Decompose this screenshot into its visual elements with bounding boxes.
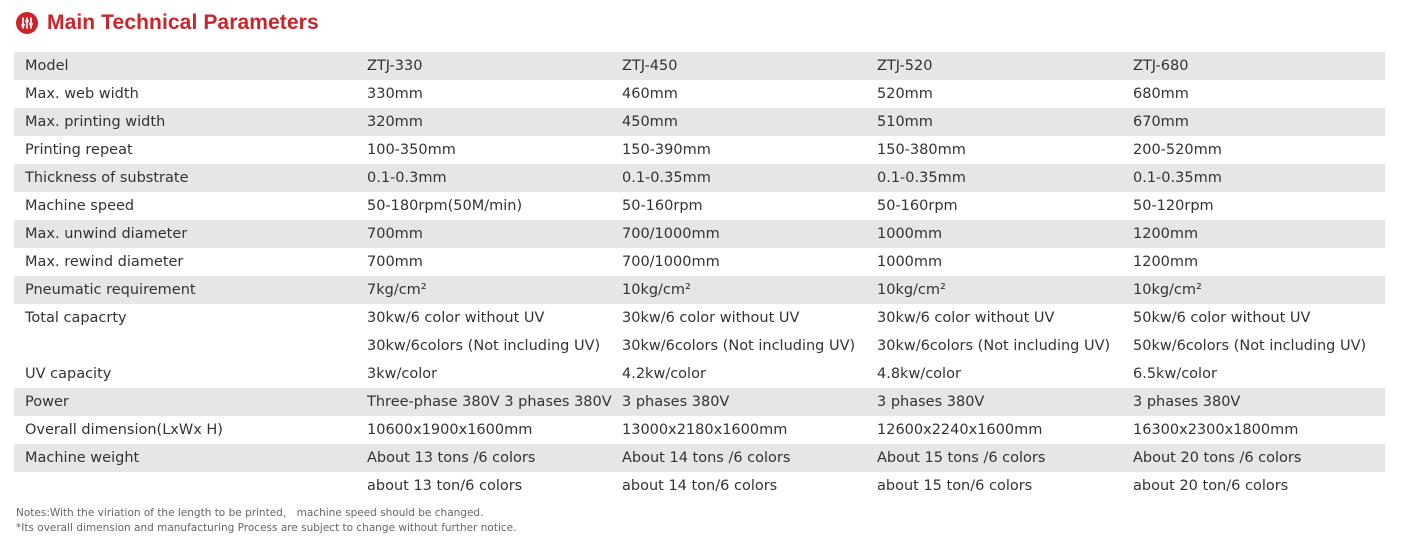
row-label: Machine weight xyxy=(25,450,140,466)
table-cell: 6.5kw/color xyxy=(1133,366,1217,382)
table-cell: 1200mm xyxy=(1133,226,1199,242)
table-cell: 50kw/6 color without UV xyxy=(1133,310,1311,326)
table-cell: 12600x2240x1600mm xyxy=(877,422,1043,438)
table-cell: 700mm xyxy=(367,254,423,270)
table-cell: ZTJ-520 xyxy=(877,58,933,74)
table-row xyxy=(14,108,1385,136)
table-cell: 10600x1900x1600mm xyxy=(367,422,533,438)
row-label: Printing repeat xyxy=(25,142,133,158)
page-header xyxy=(16,8,319,38)
table-cell: 0.1-0.35mm xyxy=(877,170,966,186)
table-cell: 0.1-0.35mm xyxy=(622,170,711,186)
table-row xyxy=(14,136,1385,164)
table-cell: 30kw/6colors (Not including UV) xyxy=(622,338,856,354)
row-label: Overall dimension(LxWx H) xyxy=(25,422,223,438)
table-cell: 0.1-0.3mm xyxy=(367,170,447,186)
table-cell: 10kg/cm² xyxy=(1133,282,1202,298)
table-cell: 10kg/cm² xyxy=(622,282,691,298)
table-row xyxy=(14,220,1385,248)
table-row xyxy=(14,304,1385,332)
table-cell: 330mm xyxy=(367,86,423,102)
table-cell: 520mm xyxy=(877,86,933,102)
row-label: Max. printing width xyxy=(25,114,166,130)
table-row xyxy=(14,276,1385,304)
row-label: Thickness of substrate xyxy=(25,170,189,186)
table-cell: 30kw/6colors (Not including UV) xyxy=(367,338,601,354)
table-cell: about 13 ton/6 colors xyxy=(367,478,523,494)
table-row xyxy=(14,360,1385,388)
table-cell: 150-380mm xyxy=(877,142,966,158)
table-cell: 7kg/cm² xyxy=(367,282,427,298)
table-row xyxy=(14,192,1385,220)
sliders-icon xyxy=(16,12,38,34)
table-cell: 320mm xyxy=(367,114,423,130)
table-cell: 13000x2180x1600mm xyxy=(622,422,788,438)
table-cell: 700mm xyxy=(367,226,423,242)
table-row xyxy=(14,248,1385,276)
table-cell: 1000mm xyxy=(877,254,943,270)
table-cell: 50-160rpm xyxy=(877,198,958,214)
row-label: Max. web width xyxy=(25,86,139,102)
table-cell: 50kw/6colors (Not including UV) xyxy=(1133,338,1367,354)
spec-table xyxy=(14,52,1385,500)
table-cell: about 20 ton/6 colors xyxy=(1133,478,1289,494)
table-cell: 1000mm xyxy=(877,226,943,242)
row-label: Max. rewind diameter xyxy=(25,254,184,270)
table-row xyxy=(14,444,1385,472)
table-cell: About 20 tons /6 colors xyxy=(1133,450,1302,466)
table-cell: 4.2kw/color xyxy=(622,366,706,382)
table-cell: 50-160rpm xyxy=(622,198,703,214)
table-cell: 150-390mm xyxy=(622,142,711,158)
table-row xyxy=(14,164,1385,192)
row-label: Total capacrty xyxy=(25,310,127,326)
table-cell: 700/1000mm xyxy=(622,254,720,270)
table-cell: ZTJ-450 xyxy=(622,58,678,74)
table-cell: About 13 tons /6 colors xyxy=(367,450,536,466)
table-cell: 3 phases 380V xyxy=(622,394,730,410)
row-label: Machine speed xyxy=(25,198,135,214)
note-line: Notes:With the viriation of the length to be printed， machine speed should be changed. xyxy=(16,507,484,519)
table-row xyxy=(14,416,1385,444)
table-cell: about 14 ton/6 colors xyxy=(622,478,778,494)
table-cell: 200-520mm xyxy=(1133,142,1222,158)
notes xyxy=(16,506,516,536)
table-cell: 1200mm xyxy=(1133,254,1199,270)
row-label: Model xyxy=(25,58,69,74)
table-cell: 50-180rpm(50M/min) xyxy=(367,198,523,214)
row-label: Pneumatic requirement xyxy=(25,282,196,298)
table-cell: 16300x2300x1800mm xyxy=(1133,422,1299,438)
table-cell: 3kw/color xyxy=(367,366,438,382)
table-cell: ZTJ-330 xyxy=(367,58,423,74)
table-row xyxy=(14,332,1385,360)
table-cell: 450mm xyxy=(622,114,678,130)
table-cell: about 15 ton/6 colors xyxy=(877,478,1033,494)
table-row xyxy=(14,388,1385,416)
table-cell: 460mm xyxy=(622,86,678,102)
table-cell: 50-120rpm xyxy=(1133,198,1214,214)
table-row xyxy=(14,52,1385,80)
note-line: *Its overall dimension and manufacturing Process are subject to change without further notice. xyxy=(16,522,517,534)
table-cell: 30kw/6 color without UV xyxy=(622,310,800,326)
table-cell: 4.8kw/color xyxy=(877,366,961,382)
table-cell: 30kw/6colors (Not including UV) xyxy=(877,338,1111,354)
table-cell: 0.1-0.35mm xyxy=(1133,170,1222,186)
table-cell: 100-350mm xyxy=(367,142,456,158)
row-label: Power xyxy=(25,394,69,410)
page-title: Main Technical Parameters xyxy=(47,11,319,34)
table-cell: 670mm xyxy=(1133,114,1189,130)
table-cell: ZTJ-680 xyxy=(1133,58,1189,74)
table-row xyxy=(14,80,1385,108)
table-cell: 510mm xyxy=(877,114,933,130)
table-cell: Three-phase 380V 3 phases 380V xyxy=(367,394,612,410)
table-cell: About 14 tons /6 colors xyxy=(622,450,791,466)
table-cell: 700/1000mm xyxy=(622,226,720,242)
table-cell: 3 phases 380V xyxy=(877,394,985,410)
table-cell: 10kg/cm² xyxy=(877,282,946,298)
table-cell: About 15 tons /6 colors xyxy=(877,450,1046,466)
table-cell: 3 phases 380V xyxy=(1133,394,1241,410)
row-label: UV capacity xyxy=(25,366,112,382)
table-cell: 680mm xyxy=(1133,86,1189,102)
table-cell: 30kw/6 color without UV xyxy=(877,310,1055,326)
table-row xyxy=(14,472,1385,500)
table-cell: 30kw/6 color without UV xyxy=(367,310,545,326)
row-label: Max. unwind diameter xyxy=(25,226,188,242)
